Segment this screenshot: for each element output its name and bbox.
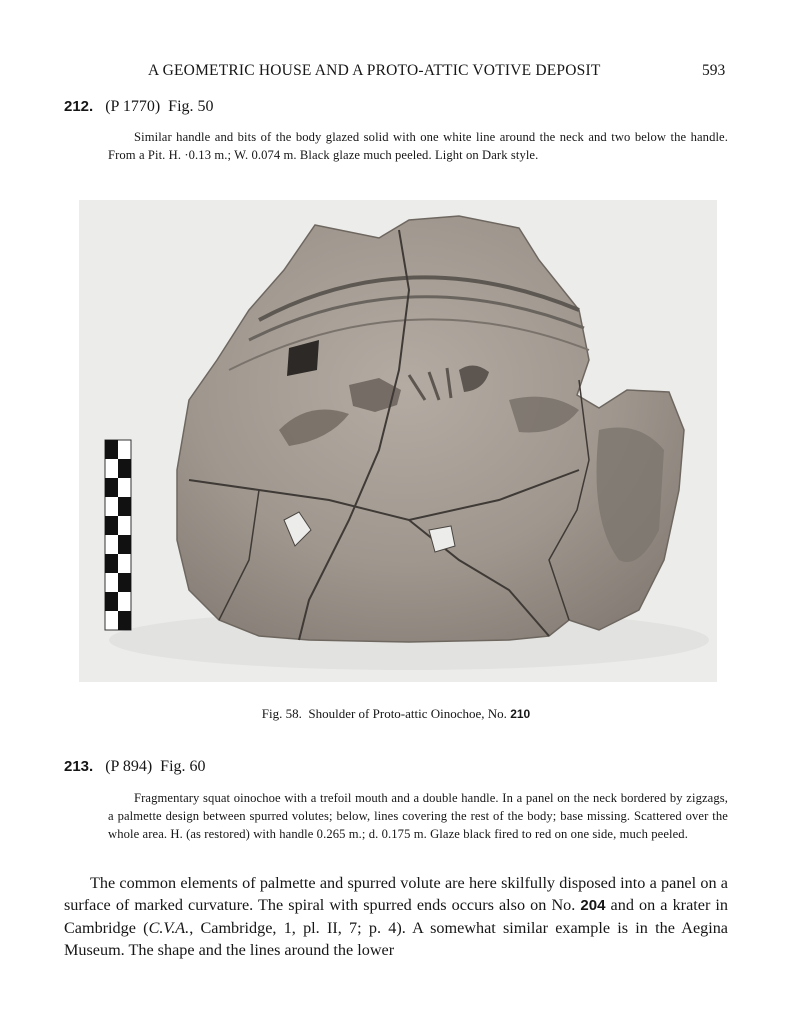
body-ref-number: 204 [580, 897, 606, 914]
body-paragraph [64, 872, 728, 961]
figure-58-photo [79, 200, 717, 682]
scale-bar [105, 440, 131, 630]
body-text-part2: and on a krater in Cambridge ( [64, 896, 729, 937]
figure-caption-text: Shoulder of Proto-attic Oinochoe, No. [308, 706, 507, 721]
running-title: A GEOMETRIC HOUSE AND A PROTO-ATTIC VOTIVE DEPOSIT [148, 62, 601, 79]
entry-212-ref: (P 1770) [105, 98, 161, 115]
figure-caption [0, 706, 792, 722]
oinochoe-shoulder-photo [79, 200, 717, 682]
entry-212-description: Similar handle and bits of the body glazed solid with one white line around the neck and two below the handle. From a Pit. H. ·0.13 m.; W. 0.074 m. Black glaze much peeled. Light on Dark style. [108, 130, 728, 162]
entry-212-fig: Fig. 50 [168, 98, 214, 115]
entry-213-number: 213. [64, 758, 94, 775]
body-text-part1: The common elements of palmette and spurred volute are here skilfully disposed into a panel on a surface of marked curvature. The spiral with spurred ends occurs also on No. [64, 874, 728, 914]
entry-213-fig: Fig. 60 [160, 758, 206, 775]
page-number: 593 [702, 62, 726, 79]
body-text-part3: , Cambridge, 1, pl. II, 7; p. 4). A somewhat similar example is in the Aegina Museum. The shape and the lines around the lower [64, 919, 728, 959]
figure-caption-number: 210 [510, 707, 531, 721]
running-head [0, 62, 792, 82]
entry-213-heading [64, 758, 206, 776]
entry-212-number: 212. [64, 98, 94, 115]
figure-label: Fig. 58. [261, 706, 302, 721]
entry-212-heading [64, 98, 214, 116]
entry-213-description: Fragmentary squat oinochoe with a trefoil mouth and a double handle. In a panel on the neck bordered by zigzags, a palmette design between spurred volutes; below, lines covering the rest of the body; base missing. Scattered over the whole area. H. (as restored) with handle 0.265 m.; d. 0.175 m. Glaze black fired to red on one side, much peeled. [108, 791, 728, 841]
body-cva-citation: C.V.A. [148, 919, 190, 937]
entry-213-ref: (P 894) [105, 758, 153, 775]
